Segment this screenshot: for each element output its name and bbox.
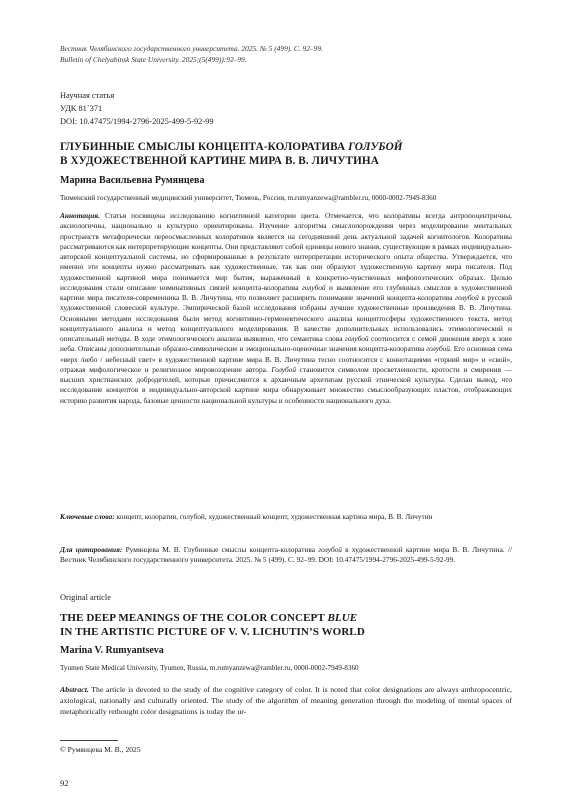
citation-ru: Для цитирования: Румянцева М. В. Глубинные смыслы концепта-колоратива голубой в художественной картине мира В. В. Личутина. // Вестник Челябинского государственного университета. 2025. № 5 (499). С. 92–99. DOI: 10.47475/1994-2796-2025-499-5-92-99. [60, 545, 512, 565]
keywords-ru: Ключевые слова: концепт, колоратив, голубой, художественный концепт, художественная картина мира, В. В. Личутин [60, 512, 433, 521]
abstract-en: Abstract. The article is devoted to the study of the cognitive category of color. It is noted that color designations are always anthropocentric, axiological, nationally and culturally oriented. The study of the algorithm of meaning generation through the modeling of mental spaces of metaphorically rethought color designations is today the ur- [60, 685, 512, 717]
article-type: Научная статья [60, 91, 115, 100]
journal-citation-en: Bulletin of Chelyabinsk State University. 2025;(5(499)):92–99. [60, 55, 247, 64]
page-number: 92 [60, 778, 69, 788]
journal-header [60, 43, 512, 65]
title-ru-line-1: ГЛУБИННЫЕ СМЫСЛЫ КОНЦЕПТА-КОЛОРАТИВА ГОЛУБОЙ [60, 141, 403, 153]
title-en-line-1: THE DEEP MEANINGS OF THE COLOR CONCEPT BLUE [60, 612, 358, 624]
affiliation-en: Tyumen State Medical University, Tyumen, Russia, m.rumyanzewa@rambler.ru, 0000-0002-7949-8360 [60, 664, 359, 672]
article-type-en: Original article [60, 593, 111, 602]
abstract-label-ru: Аннотация. [60, 211, 100, 220]
title-ru-term: ГОЛУБОЙ [348, 141, 403, 153]
title-en [60, 611, 512, 639]
citation-label-ru: Для цитирования: [60, 545, 123, 554]
author-name-en: Marina V. Rumyantseva [60, 645, 164, 656]
udc-code: УДК 81`371 [60, 104, 103, 113]
doi: DOI: 10.47475/1994-2796-2025-499-5-92-99 [60, 117, 214, 126]
title-ru [60, 140, 512, 168]
keywords-label-ru: Ключевые слова: [60, 512, 115, 521]
footnote-divider [60, 740, 118, 741]
abstract-label-en: Abstract. [60, 685, 89, 694]
title-ru-line-2: В ХУДОЖЕСТВЕННОЙ КАРТИНЕ МИРА В. В. ЛИЧУТИНА [60, 155, 379, 167]
title-en-term: BLUE [327, 612, 358, 624]
author-name-ru: Марина Васильевна Румянцева [60, 175, 205, 186]
copyright-note: © Румянцева М. В., 2025 [60, 745, 141, 754]
title-en-line-2: IN THE ARTISTIC PICTURE OF V. V. LICHUTIN’S WORLD [60, 626, 365, 638]
abstract-ru: Аннотация. Статья посвящена исследованию когнитивной категории цвета. Отмечается, что колоративы всегда антропоцентричны, аксиологичны, национально и культурно ориентированы. Изучение алгоритма смыслопорождения через моделирование ментальных пространств метафорически переосмысленных колоративов является на сегодняшний день актуальной задачей когнитологов. Колоративы рассматриваются как интерпретирующие концепты. Они представляют собой единицы нового знания, существующие в рамках индивидуально-авторской концептуальной системы, но сформированные в результате интерпретации исторического опыта общества. Утверждается, что именно эти концепты нужно рассматривать как художественные, так как они образуют художественную картину мира писателя. Под художественной картиной мира понимается мир бытия, выраженный в конкретно-чувственных мифопоэтических образах. Целью исследования стали описание номинативных связей концепта-колоратива голубой и выявление его глубинных смыслов в художественной картине мира писателя-современника В. В. Личутина, что позволяет расширить понимание значений концепта-колоратива голубой в русской художественной словесной культуре. Эмпирической базой исследования избраны лучшие художественные произведения В. В. Личутина. Основными методами исследования были метод когнитивно-герменевтического анализа концептосферы художественного текста, метод концептуального анализа и метод концептуального моделирования. В качестве дополнительных использовались этимологический и описательный методы. В ходе этимологического анализа выявлено, что семантика слова голубой соотносится с семой движения вверх к зоне неба. Описаны дополнительные образно-символические и эмоционально-оценочные значения концепта-колоратива голубой. Его основная сема «верх /небо / небесный свет» в художественной картине мира В. В. Личутина тесно соотносится с коннотациями «горний мир» и «свой», отражая мифологическое и религиозное мировоззрение автора. Голубой становится символом просветленности, кротости и смирения — высших христианских добродетелей, которые причисляются к архаичным архетипам русской этнической культуры. Сделан вывод, что исследование концептов в индивидуально-авторской картине мира обнаруживает множество смыслообразующих пластов, отображающих историю развития народа, базовые ценности национальной культуры и особенности национального духа. [60, 211, 513, 405]
affiliation-ru: Тюменский государственный медицинский университет, Тюмень, Россия, m.rumyanzewa@rambler.ru, 0000-0002-7949-8360 [60, 194, 437, 202]
journal-citation-ru: Вестник Челябинского государственного университета. 2025. № 5 (499). С. 92–99. [60, 44, 323, 53]
